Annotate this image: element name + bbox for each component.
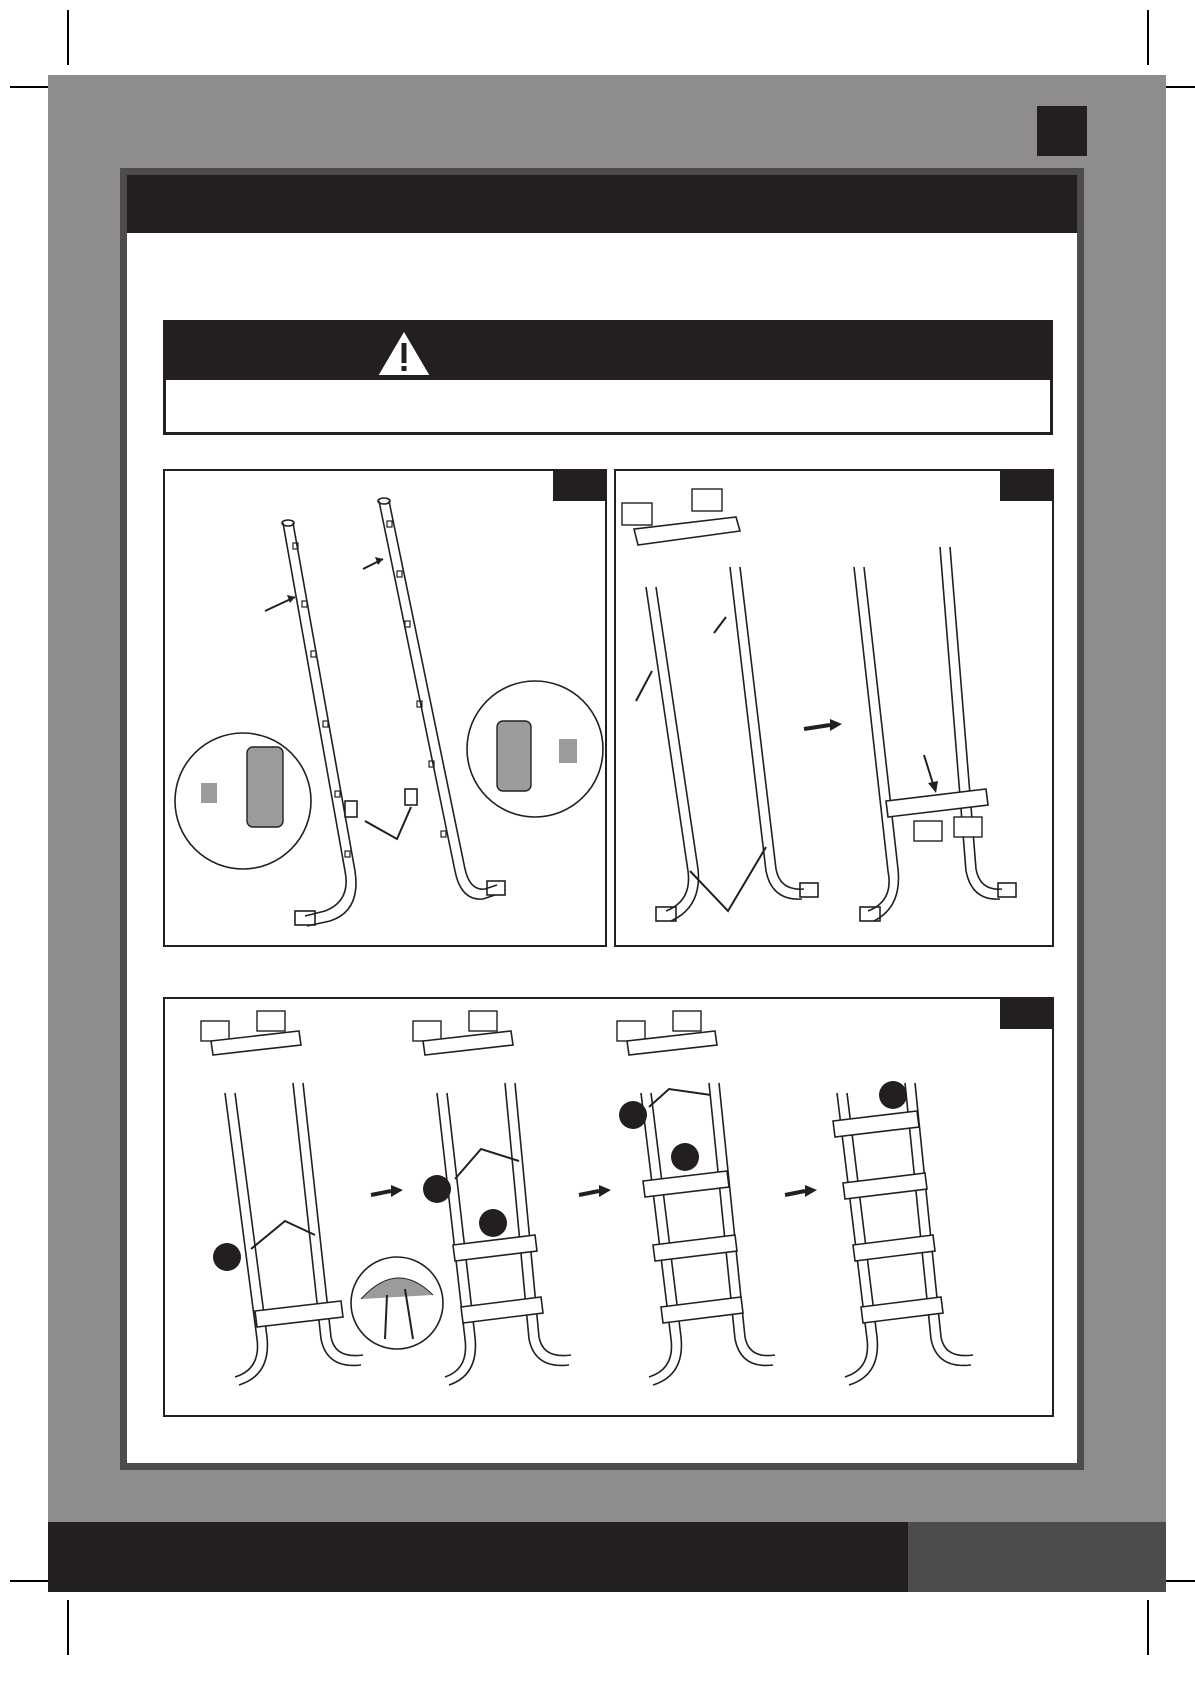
diagram-step-poles xyxy=(163,469,607,947)
warning-header-bar xyxy=(166,323,1050,380)
diagram-step-attach-bar xyxy=(614,469,1054,947)
footer-page-block xyxy=(908,1522,1166,1592)
diagram-step-full-ladder xyxy=(163,997,1054,1417)
bar-attach-illustration xyxy=(616,471,1056,949)
footer-bar xyxy=(48,1522,908,1592)
crop-mark xyxy=(67,10,69,65)
instruction-panel xyxy=(120,168,1084,1470)
ladder-build-illustration xyxy=(165,999,1056,1419)
pole-clip-illustration xyxy=(165,471,609,949)
section-header-bar xyxy=(127,175,1077,233)
crop-mark xyxy=(1147,10,1149,65)
warning-box xyxy=(163,320,1053,435)
warning-triangle-icon xyxy=(374,327,434,379)
page-number-tab xyxy=(1037,106,1087,156)
crop-mark xyxy=(1147,1600,1149,1655)
crop-mark xyxy=(67,1600,69,1655)
